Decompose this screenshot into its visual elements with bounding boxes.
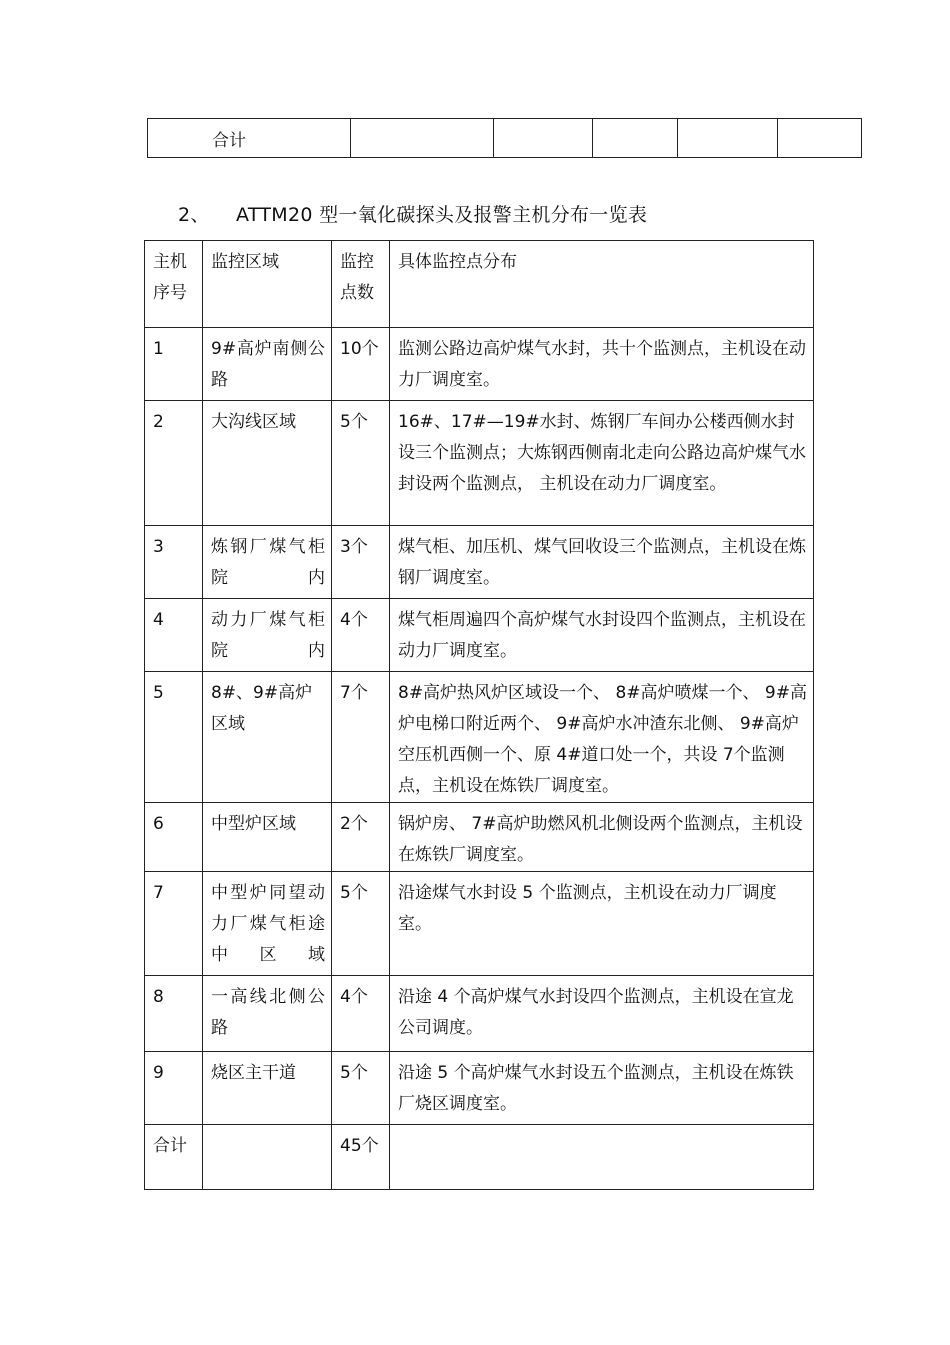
- table-row: [145, 672, 814, 803]
- points-cell: 10个: [332, 328, 390, 401]
- points-cell: 7个: [332, 672, 390, 803]
- detail-cell: 沿途 4 个高炉煤气水封设四个监测点，主机设在宣龙公司调度。: [390, 976, 814, 1052]
- detail-cell: 16#、17#—19#水封、炼钢厂车间办公楼西侧水封设三个监测点；大炼钢西侧南北走向公路边高炉煤气水封设两个监测点， 主机设在动力厂调度室。: [390, 401, 814, 526]
- host-no-cell: 5: [145, 672, 203, 803]
- total-label-cell: 合计: [145, 1125, 203, 1190]
- previous-table-total-row: [147, 118, 862, 158]
- detail-cell: 沿途 5 个高炉煤气水封设五个监测点，主机设在炼铁厂烧区调度室。: [390, 1052, 814, 1125]
- total-detail-cell: [390, 1125, 814, 1190]
- host-no-cell: 2: [145, 401, 203, 526]
- points-cell: 4个: [332, 976, 390, 1052]
- header-area: 监控区域: [203, 241, 332, 328]
- host-no-cell: 8: [145, 976, 203, 1052]
- table-row: [145, 526, 814, 599]
- empty-cell: [778, 119, 862, 158]
- host-no-cell: 1: [145, 328, 203, 401]
- points-cell: 5个: [332, 1052, 390, 1125]
- area-cell: 中型炉同望动力厂煤气柜途中区域: [203, 872, 332, 976]
- area-cell: 炼钢厂煤气柜院内: [203, 526, 332, 599]
- empty-cell: [593, 119, 678, 158]
- host-no-cell: 9: [145, 1052, 203, 1125]
- empty-cell: [351, 119, 494, 158]
- detail-cell: 煤气柜周遍四个高炉煤气水封设四个监测点，主机设在动力厂调度室。: [390, 599, 814, 672]
- table-row: [145, 803, 814, 872]
- points-cell: 5个: [332, 401, 390, 526]
- section-number: 2、: [178, 204, 210, 226]
- table-row: [145, 599, 814, 672]
- table-row: [145, 976, 814, 1052]
- table-row: [145, 872, 814, 976]
- detail-cell: 锅炉房、 7#高炉助燃风机北侧设两个监测点，主机设在炼铁厂调度室。: [390, 803, 814, 872]
- area-cell: 烧区主干道: [203, 1052, 332, 1125]
- table-row: [145, 401, 814, 526]
- detail-cell: 8#高炉热风炉区域设一个、 8#高炉喷煤一个、 9#高炉电梯口附近两个、 9#高炉水冲渣东北侧、 9#高炉空压机西侧一个、原 4#道口处一个，共设 7个监测点，主机设在炼铁厂调度室。: [390, 672, 814, 803]
- total-area-cell: [203, 1125, 332, 1190]
- area-cell: 9#高炉南侧公路: [203, 328, 332, 401]
- section-heading: [178, 200, 647, 227]
- detail-cell: 煤气柜、加压机、煤气回收设三个监测点，主机设在炼钢厂调度室。: [390, 526, 814, 599]
- detail-cell: 监测公路边高炉煤气水封，共十个监测点，主机设在动力厂调度室。: [390, 328, 814, 401]
- points-cell: 3个: [332, 526, 390, 599]
- table-row: [145, 328, 814, 401]
- area-cell: 大沟线区域: [203, 401, 332, 526]
- total-row: [145, 1125, 814, 1190]
- header-host-no: 主机序号: [145, 241, 203, 328]
- section-title: ATTM20 型一氧化碳探头及报警主机分布一览表: [236, 204, 648, 226]
- host-no-cell: 7: [145, 872, 203, 976]
- area-cell: 8#、9#高炉区域: [203, 672, 332, 803]
- host-no-cell: 3: [145, 526, 203, 599]
- table-row: [145, 1052, 814, 1125]
- area-cell: 动力厂煤气柜院内: [203, 599, 332, 672]
- points-cell: 4个: [332, 599, 390, 672]
- detail-cell: 沿途煤气水封设 5 个监测点，主机设在动力厂调度室。: [390, 872, 814, 976]
- area-cell: 一高线北侧公路: [203, 976, 332, 1052]
- empty-cell: [678, 119, 778, 158]
- points-cell: 5个: [332, 872, 390, 976]
- header-distribution: 具体监控点分布: [390, 241, 814, 328]
- total-points-cell: 45个: [332, 1125, 390, 1190]
- total-row: [148, 119, 862, 158]
- distribution-table: [144, 240, 814, 1190]
- host-no-cell: 4: [145, 599, 203, 672]
- header-row: [145, 241, 814, 328]
- total-label-cell: 合计: [148, 119, 351, 158]
- header-points: 监控点数: [332, 241, 390, 328]
- host-no-cell: 6: [145, 803, 203, 872]
- area-cell: 中型炉区域: [203, 803, 332, 872]
- empty-cell: [494, 119, 593, 158]
- points-cell: 2个: [332, 803, 390, 872]
